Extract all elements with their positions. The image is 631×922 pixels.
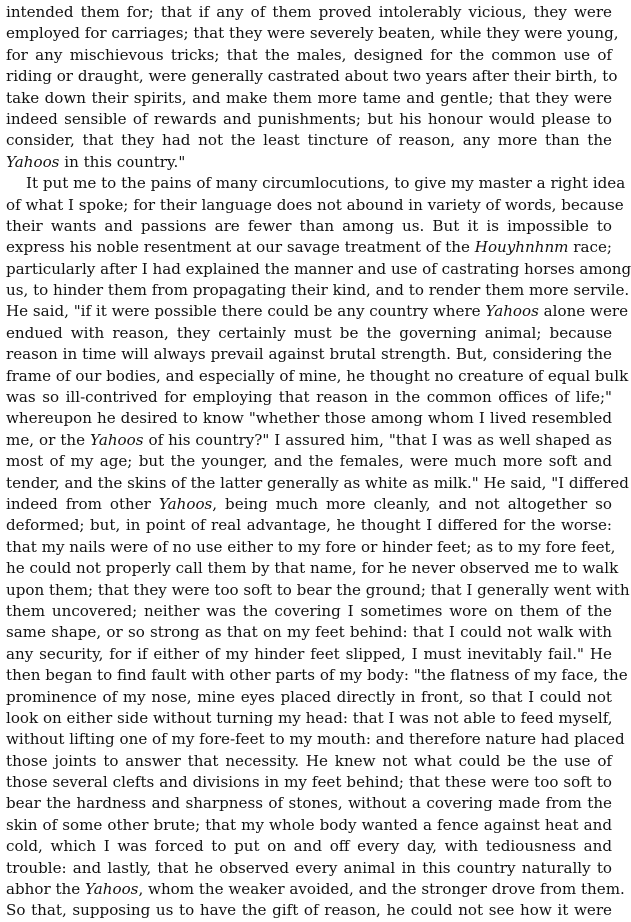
text-segment: look on either side without turning my head: that I was not able to feed myself,	[6, 708, 613, 727]
text-line	[6, 708, 612, 729]
text-segment: most of my age; but the younger, and the females, were much more soft and	[6, 452, 612, 471]
text-line	[6, 430, 612, 451]
text-segment: , being much more cleanly, and not altogether so	[212, 494, 612, 513]
text-line	[6, 580, 630, 601]
text-segment: reason in time will always prevail against brutal strength. But, considering the	[6, 345, 612, 364]
text-segment: , whom the weaker avoided, and the stronger drove from them.	[138, 880, 625, 899]
text-line	[6, 301, 629, 322]
italic-term: Yahoos	[85, 880, 139, 899]
text-line	[6, 130, 612, 151]
text-line	[6, 473, 629, 494]
text-line	[6, 259, 631, 280]
text-segment: their wants and passions are fewer than among us. But it is impossible to	[6, 216, 612, 235]
text-segment: He said, "if it were possible there could be any country where	[6, 302, 486, 321]
text-segment: employed for carriages; that they were severely beaten, while they were young,	[6, 24, 619, 43]
text-line	[6, 152, 612, 173]
text-segment: those several clefts and divisions in my feet behind; that these were too soft to	[6, 773, 612, 792]
italic-term: Yahoos	[158, 494, 213, 513]
text-segment: indeed from other	[6, 494, 159, 513]
text-line	[6, 195, 624, 216]
text-segment: So that, supposing us to have the gift of reason, he could not see how it were	[6, 901, 612, 920]
text-line	[6, 344, 612, 365]
text-line	[6, 45, 612, 66]
text-segment: bear the hardness and sharpness of stones, without a covering made from the	[6, 794, 612, 813]
text-segment: was so ill-contrived for employing that reason in the common offices of life;"	[6, 388, 612, 407]
text-segment: frame of our bodies, and especially of mine, he thought no creature of equal bulk	[6, 366, 629, 385]
italic-term: Yahoos	[6, 152, 60, 171]
text-segment: riding or draught, were generally castrated about two years after their birth, to	[6, 67, 618, 86]
text-segment: then began to find fault with other parts of my body: "the flatness of my face, the	[6, 666, 628, 685]
text-segment: those joints to answer that necessity. He knew not what could be the use of	[6, 751, 612, 770]
text-segment: intended them for; that if any of them proved intolerably vicious, they were	[6, 3, 612, 21]
text-line	[6, 515, 612, 536]
text-line	[6, 793, 612, 814]
text-line	[6, 323, 612, 344]
text-segment: without lifting one of my fore-feet to my mouth: and therefore nature had placed	[6, 730, 625, 749]
text-segment: deformed; but, in point of real advantage, he thought I differed for the worse:	[6, 516, 612, 535]
text-segment: particularly after I had explained the manner and use of castrating horses among	[6, 259, 631, 278]
text-line	[6, 858, 612, 879]
text-segment: upon them; that they were too soft to bear the ground; that I generally went with	[6, 580, 630, 599]
text-segment: cold, which I was forced to put on and off every day, with tediousness and	[6, 837, 612, 856]
text-line	[6, 216, 612, 237]
text-segment: for any mischievous tricks; that the males, designed for the common use of	[6, 45, 612, 64]
text-segment: tender, and the skins of the latter generally as white as milk." He said, "I differed	[6, 473, 629, 492]
text-line	[6, 109, 612, 130]
text-line	[6, 88, 612, 109]
text-line	[6, 900, 612, 921]
italic-term: Yahoos	[90, 430, 144, 449]
text-line	[6, 879, 625, 900]
text-segment: of his country?" I assured him, "that I was as well shaped as	[143, 430, 612, 449]
text-line	[6, 751, 612, 772]
text-line	[6, 729, 625, 750]
text-segment: alone were	[538, 302, 629, 321]
text-segment: express his noble resentment at our savage treatment of the	[6, 238, 475, 257]
text-segment: me, or the	[6, 430, 91, 449]
text-segment: of what I spoke; for their language does not abound in variety of words, because	[6, 195, 624, 214]
italic-term: Yahoos	[485, 302, 539, 321]
text-segment: same shape, or so strong as that on my feet behind: that I could not walk with	[6, 623, 612, 642]
text-segment: us, to hinder them from propagating their kind, and to render them more servile.	[6, 281, 630, 300]
text-segment: indeed sensible of rewards and punishments; but his honour would please to	[6, 109, 612, 128]
text-segment: them uncovered; neither was the covering I sometimes wore on them of the	[6, 601, 612, 620]
text-line	[6, 601, 612, 622]
text-line	[6, 2, 612, 23]
text-segment: whereupon he desired to know "whether those among whom I lived resembled	[6, 409, 612, 428]
text-line	[6, 280, 630, 301]
italic-term: Houyhnhnm	[474, 238, 569, 257]
text-segment: that my nails were of no use either to my fore or hinder feet; as to my fore feet,	[6, 537, 616, 556]
text-segment: It put me to the pains of many circumlocutions, to give my master a right idea	[26, 174, 626, 193]
text-segment: abhor the	[6, 880, 85, 899]
text-line	[6, 66, 618, 87]
text-segment: race;	[568, 238, 612, 257]
text-segment: endued with reason, they certainly must be the governing animal; because	[6, 323, 612, 342]
text-segment: any security, for if either of my hinder feet slipped, I must inevitably fail." He	[6, 644, 612, 663]
text-line	[6, 815, 612, 836]
text-line	[6, 558, 619, 579]
text-line	[6, 451, 612, 472]
text-line	[6, 665, 628, 686]
text-line	[6, 23, 619, 44]
text-line	[6, 537, 616, 558]
text-line	[6, 622, 612, 643]
text-segment: skin of some other brute; that my whole body wanted a fence against heat and	[6, 815, 612, 834]
text-segment: prominence of my nose, mine eyes placed directly in front, so that I could not	[6, 687, 612, 706]
text-line	[6, 772, 612, 793]
text-line	[6, 836, 612, 857]
text-line	[6, 387, 612, 408]
text-line	[6, 687, 612, 708]
text-segment: consider, that they had not the least tincture of reason, any more than the	[6, 131, 612, 150]
text-line	[6, 644, 612, 665]
text-line	[6, 173, 626, 194]
text-segment: take down their spirits, and make them more tame and gentle; that they were	[6, 88, 612, 107]
text-segment: trouble: and lastly, that he observed every animal in this country naturally to	[6, 858, 612, 877]
text-line	[6, 237, 612, 258]
text-line	[6, 408, 612, 429]
text-segment: he could not properly call them by that name, for he never observed me to walk	[6, 559, 619, 578]
text-line	[6, 494, 612, 515]
text-segment: in this country."	[59, 152, 186, 171]
text-line	[6, 366, 629, 387]
